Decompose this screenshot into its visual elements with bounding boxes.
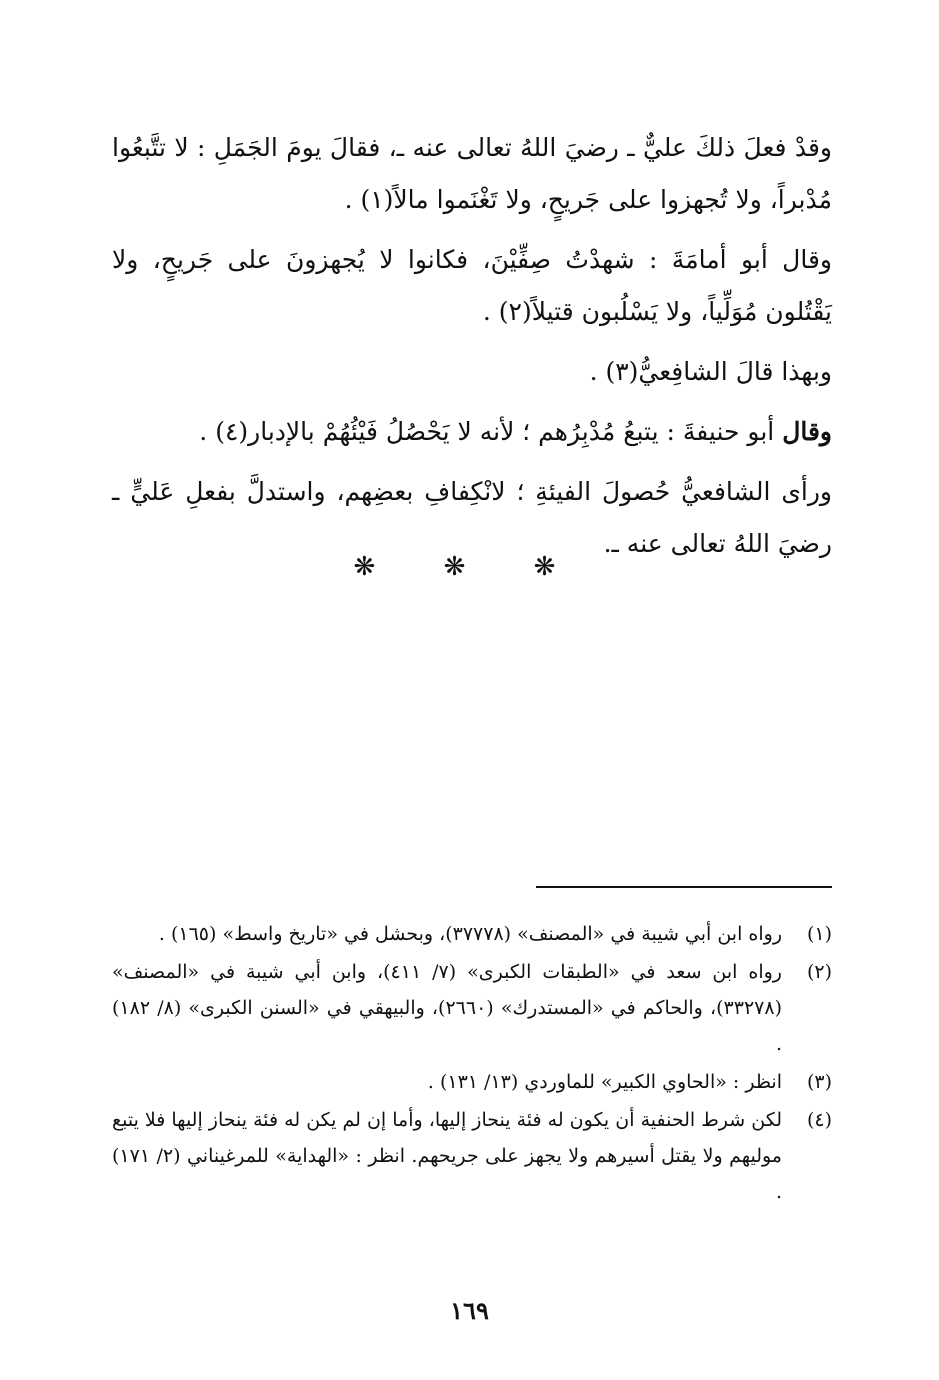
footnote-text: رواه ابن سعد في «الطبقات الكبرى» (٧/ ٤١١)، وابن أبي شيبة في «المصنف» (٣٣٢٧٨)، والحاكم في «المستدرك» (٢٦٦٠)، والبيهقي في «السنن الكبرى» (٨/ ١٨٢) . (112, 961, 782, 1055)
paragraph-5-text: ورأى الشافعيُّ حُصولَ الفيئةِ ؛ لانْكِفافِ بعضِهم، واستدلَّ بفعلِ عَليٍّ ـ رضيَ اللهُ تعالى عنه ـ. (112, 477, 832, 558)
footnote-text: رواه ابن أبي شيبة في «المصنف» (٣٧٧٧٨)، وبحشل في «تاريخ واسط» (١٦٥) . (158, 923, 782, 945)
footnote-number: (١) (806, 923, 832, 945)
paragraph-2-text: وقال أبو أمامَةَ : شهدْتُ صِفِّيْنَ، فكانوا لا يُجهزونَ على جَريحٍ، ولا يَقْتُلون مُوَلِّياً، ولا يَسْلُبون قتيلاً(٢) . (112, 245, 832, 326)
footnote (112, 1102, 832, 1210)
paragraph-2 (112, 234, 832, 338)
footnote (112, 1064, 832, 1100)
footnotes (112, 916, 832, 1212)
footnote-number: (٤) (806, 1109, 832, 1131)
paragraph-4-text: أبو حنيفةَ : يتبعُ مُدْبِرُهم ؛ لأنه لا يَحْصُلُ فَيْئُهُمْ بالإدبار(٤) . (199, 417, 783, 446)
paragraph-3 (112, 346, 832, 398)
paragraph-1-text: وقدْ فعلَ ذلكَ عليٌّ ـ رضيَ اللهُ تعالى عنه ـ، فقالَ يومَ الجَمَلِ : لا تتَّبعُوا مُدْبراً، ولا تُجهزوا على جَريحٍ، ولا تَغْنَموا مالاً(١) . (112, 133, 832, 214)
footnote (112, 916, 832, 952)
footnote-text: انظر : «الحاوي الكبير» للماوردي (١٣/ ١٣١) . (427, 1071, 782, 1093)
main-text (112, 122, 832, 578)
footnote-divider (536, 886, 832, 888)
paragraph-3-text: وبهذا قالَ الشافِعيُّ(٣) . (589, 357, 832, 386)
page-number: ١٦٩ (450, 1296, 489, 1325)
footnote-number: (٢) (806, 961, 832, 983)
paragraph-1 (112, 122, 832, 226)
paragraph-4 (112, 406, 832, 458)
footnote-text: لكن شرط الحنفية أن يكون له فئة ينحاز إليها، وأما إن لم يكن له فئة ينحاز إليها فلا يتبع موليهم ولا يقتل أسيرهم ولا يجهز على جريحهم. انظر : «الهداية» للمرغيناني (٢/ ١٧١) . (112, 1109, 782, 1203)
section-separator: ❋ ❋ ❋ (353, 552, 586, 582)
paragraph-4-lead: وقال (782, 417, 832, 446)
footnote (112, 954, 832, 1062)
footnote-number: (٣) (806, 1071, 832, 1093)
